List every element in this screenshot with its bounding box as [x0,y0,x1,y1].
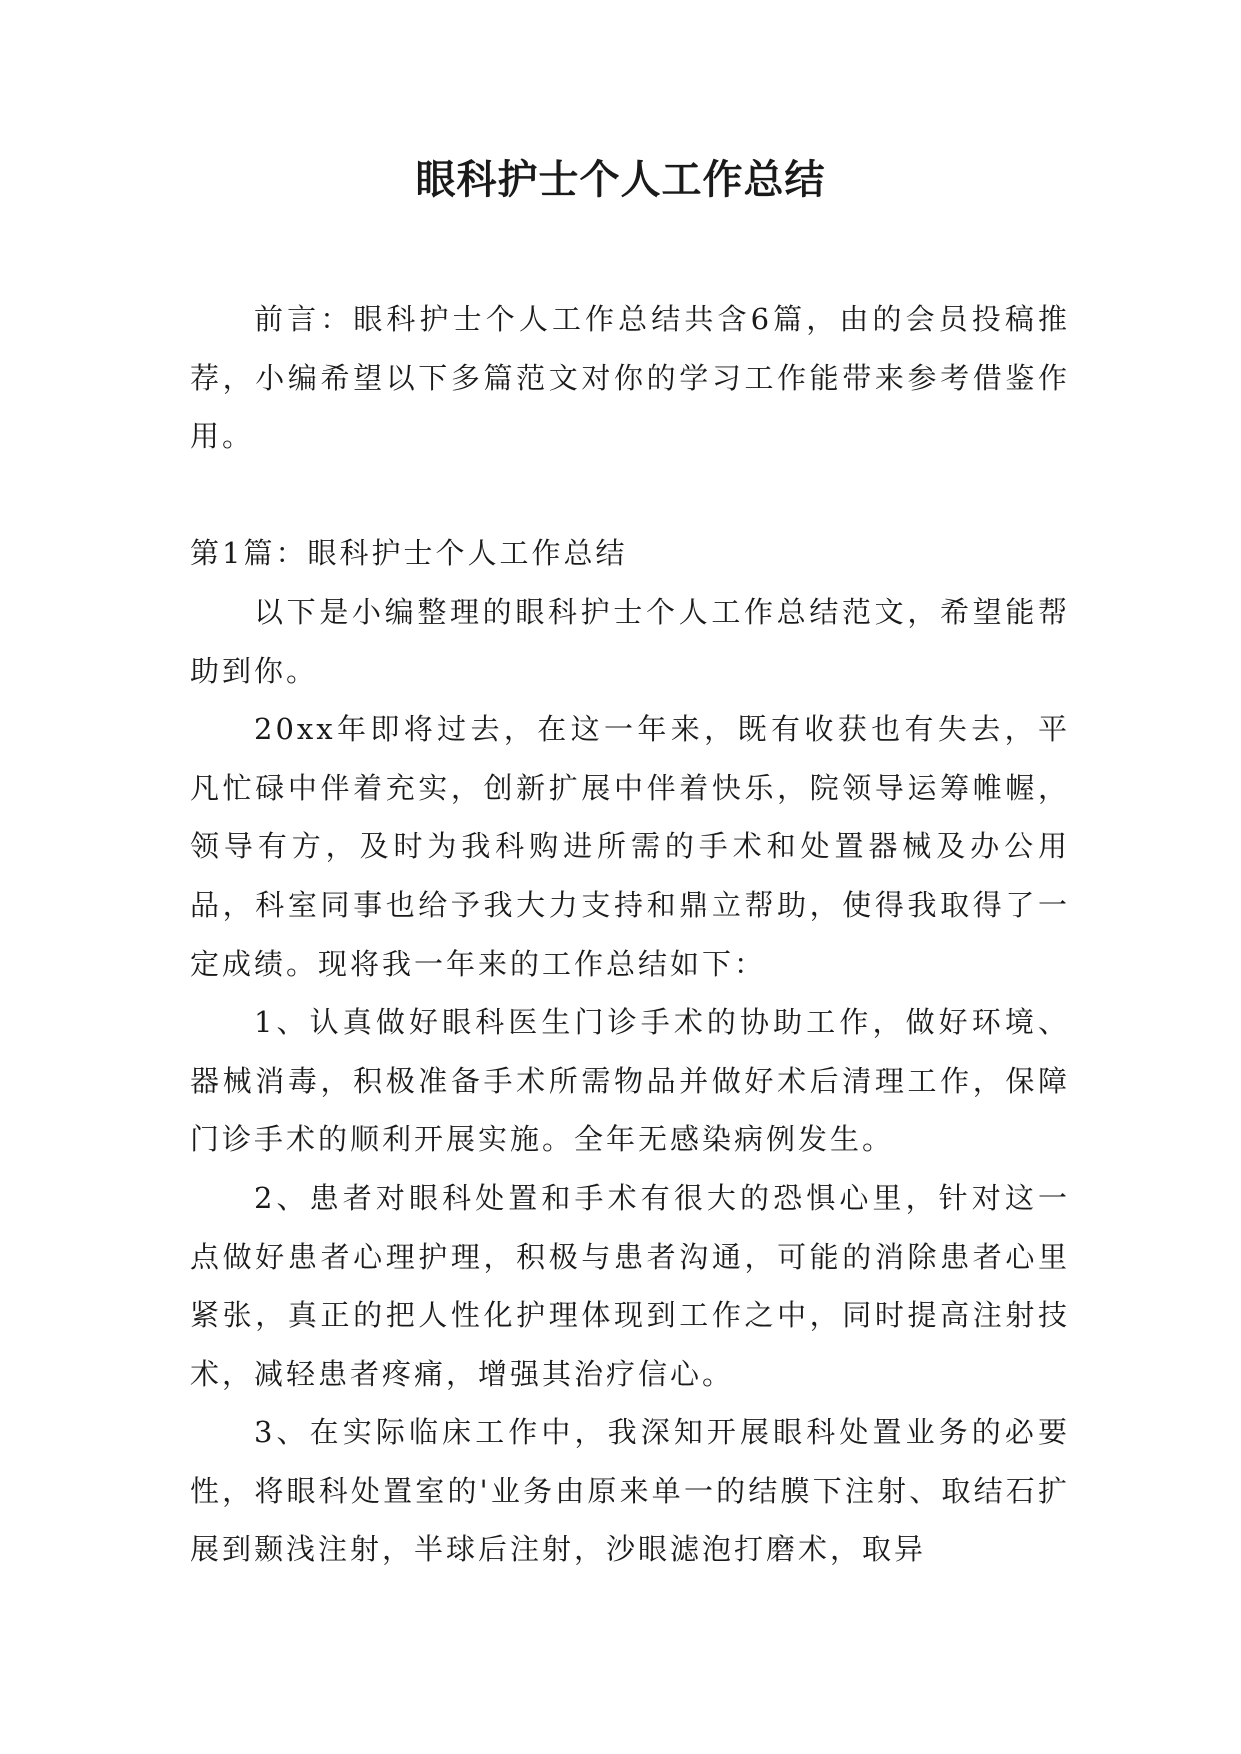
body-paragraph: 3、在实际临床工作中，我深知开展眼科处置业务的必要性，将眼科处置室的'业务由原来单一的结膜下注射、取结石扩展到颞浅注射，半球后注射，沙眼滤泡打磨术，取异 [190,1415,1070,1567]
preface-paragraph: 前言：眼科护士个人工作总结共含6篇，由的会员投稿推荐，小编希望以下多篇范文对你的学习工作能带来参考借鉴作用。 [190,302,1070,454]
body-paragraph: 以下是小编整理的眼科护士个人工作总结范文，希望能帮助到你。 [190,594,1070,688]
body-paragraph: 20xx年即将过去，在这一年来，既有收获也有失去，平凡忙碌中伴着充实，创新扩展中伴着快乐，院领导运筹帷幄，领导有方，及时为我科购进所需的手术和处置器械及办公用品，科室同事也给予我大力支持和鼎立帮助，使得我取得了一定成绩。现将我一年来的工作总结如下： [190,712,1070,981]
body-paragraph: 2、患者对眼科处置和手术有很大的恐惧心里，针对这一点做好患者心理护理，积极与患者沟通，可能的消除患者心里紧张，真正的把人性化护理体现到工作之中，同时提高注射技术，减轻患者疼痛，增强其治疗信心。 [190,1180,1070,1391]
document-title: 眼科护士个人工作总结 [415,157,826,203]
paragraph-gap [190,466,1070,525]
document-body [190,290,1070,1579]
body-paragraph: 1、认真做好眼科医生门诊手术的协助工作，做好环境、器械消毒，积极准备手术所需物品并做好术后清理工作，保障门诊手术的顺利开展实施。全年无感染病例发生。 [190,1005,1070,1157]
section-heading: 第1篇：眼科护士个人工作总结 [190,536,628,571]
